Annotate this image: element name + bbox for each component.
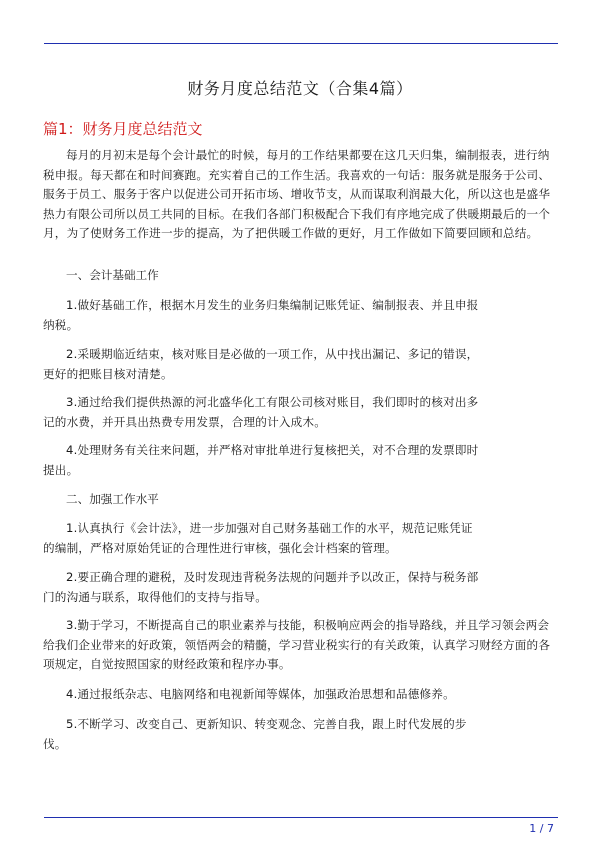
list-item: 3.勤于学习，不断提高自己的职业素养与技能，积极响应两会的指导路线，并且学习领会两会给我们企业带来的好政策，领悟两会的精髓，学习营业税实行的有关政策，认真学习财经方面的各项规定，自觉按照国家的财经政策和程序办事。: [43, 618, 551, 672]
list-item: 3.通过给我们提供热源的河北盛华化工有限公司核对账目，我们即时的核对出多记的水费，并开具出热费专用发票，合理的计入成木。: [43, 395, 479, 429]
header-rule: [44, 43, 558, 44]
intro-paragraph: 每月的月初末是每个会计最忙的时候，每月的工作结果都要在这几天归集，编制报表，进行纳税申报。每天都在和时间赛跑。充实着自己的工作生活。我喜欢的一句话：服务就是服务于公司、服务于员工、服务于客户以促进公司开拓市场、增收节支，从而谋取利润最大化，所以这也是盛华热力有限公司所以员工共同的目标。在我们各部门积极配合下我们有序地完成了供暖期最后的一个月，为了使财务工作进一步的提高，为了把供暖工作做的更好，月工作做如下简要回顾和总结。: [43, 148, 551, 241]
list-item: 5.不断学习、改变自己、更新知识、转变观念、完善自我，跟上时代发展的步伐。: [43, 717, 467, 751]
section-title: 篇1：财务月度总结范文: [43, 120, 203, 138]
list-item: 4.通过报纸杂志、电脑网络和电视新闻等媒体，加强政治思想和品德修养。: [66, 687, 455, 701]
document-title: 财务月度总结范文（合集4篇）: [187, 79, 413, 98]
heading-improve-work: 二、加强工作水平: [66, 492, 159, 506]
list-item: 2.要正确合理的避税，及时发现违背税务法规的问题并予以改正，保持与税务部门的沟通与联系，取得他们的支持与指导。: [43, 570, 479, 604]
list-item: 1.认真执行《会计法》，进一步加强对自己财务基础工作的水平，规范记账凭证的编制，严格对原始凭证的合理性进行审核，强化会计档案的管理。: [43, 521, 473, 555]
heading-accounting-basics: 一、会计基础工作: [66, 268, 159, 282]
page-indicator: 1 / 7: [529, 822, 554, 835]
footer-rule: [44, 817, 558, 818]
list-item: 4.处理财务有关往来问题，并严格对审批单进行复核把关，对不合理的发票即时提出。: [43, 443, 479, 477]
list-item: 1.做好基础工作，根据木月发生的业务归集编制记账凭证、编制报表、并且申报纳税。: [43, 298, 479, 332]
list-item: 2.采暖期临近结束，核对账目是必做的一项工作，从中找出漏记、多记的错误，更好的把账目核对清楚。: [43, 347, 479, 381]
